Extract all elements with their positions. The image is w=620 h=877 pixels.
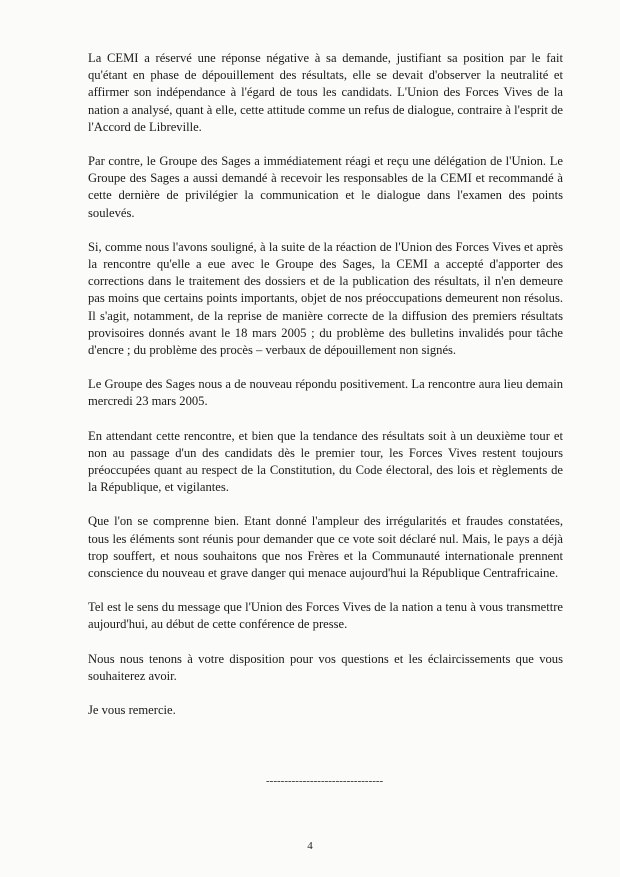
document-body: [88, 50, 563, 719]
paragraph-remerciement: Je vous remercie.: [88, 703, 176, 718]
paragraph-irregularites: Que l'on se comprenne bien. Etant donné l'ampleur des irrégularités et fraudes constatées, tous les éléments sont réunis pour demander que ce vote soit déclaré nul. Mais, le pays a déjà trop souffert, et nous souhaitons que nos Frères et la Communauté internationale prennent conscience du nouveau et grave danger qui menace aujourd'hui la République Centrafricaine.: [88, 514, 563, 581]
paragraph-tendance: En attendant cette rencontre, et bien que la tendance des résultats soit à un deuxième tour et non au passage d'un des candidats dès le premier tour, les Forces Vives restent toujours préoccupées quant au respect de la Constitution, du Code électoral, des lois et règlements de la République, et vigilantes.: [88, 428, 563, 495]
paragraph-message: Tel est le sens du message que l'Union des Forces Vives de la nation a tenu à vous transmettre aujourd'hui, au début de cette conférence de presse.: [88, 600, 563, 632]
separator-line: --------------------------------: [266, 775, 384, 787]
paragraph-groupe-des-sages: Par contre, le Groupe des Sages a immédiatement réagi et reçu une délégation de l'Union. Le Groupe des Sages a aussi demandé à recevoir les responsables de la CEMI et recommandé à cette dernière de privilégier la communication et le dialogue dans l'examen des points soulevés.: [88, 154, 563, 220]
page-number: 4: [307, 840, 313, 852]
paragraph-corrections: Si, comme nous l'avons souligné, à la suite de la réaction de l'Union des Forces Vives et après la rencontre qu'elle a eue avec le Groupe des Sages, la CEMI a accepté d'apporter des corrections dans le traitement des dossiers et de la publication des résultats, il n'en demeure pas moins que certains points importants, objet de nos préoccupations demeurent non résolus. Il s'agit, notamment, de la reprise de manière correcte de la diffusion des premiers résultats provisoires donnés avant le 18 mars 2005 ; du problème des bulletins invalidés pour tâche d'encre ; du problème des procès – verbaux de dépouillement non signés.: [88, 239, 563, 358]
paragraph-rencontre: Le Groupe des Sages nous a de nouveau répondu positivement. La rencontre aura lieu demain mercredi 23 mars 2005.: [88, 377, 563, 409]
paragraph-cemi-response: La CEMI a réservé une réponse négative à sa demande, justifiant sa position par le fait qu'étant en phase de dépouillement des résultats, elle se devait d'observer la neutralité et affirmer son indépendance à l'égard de tous les candidats. L'Union des Forces Vives de la nation a analysé, quant à elle, cette attitude comme un refus de dialogue, contraire à l'esprit de l'Accord de Libreville.: [88, 51, 563, 134]
paragraph-disposition: Nous nous tenons à votre disposition pour vos questions et les éclaircissements que vous souhaiterez avoir.: [88, 651, 563, 683]
